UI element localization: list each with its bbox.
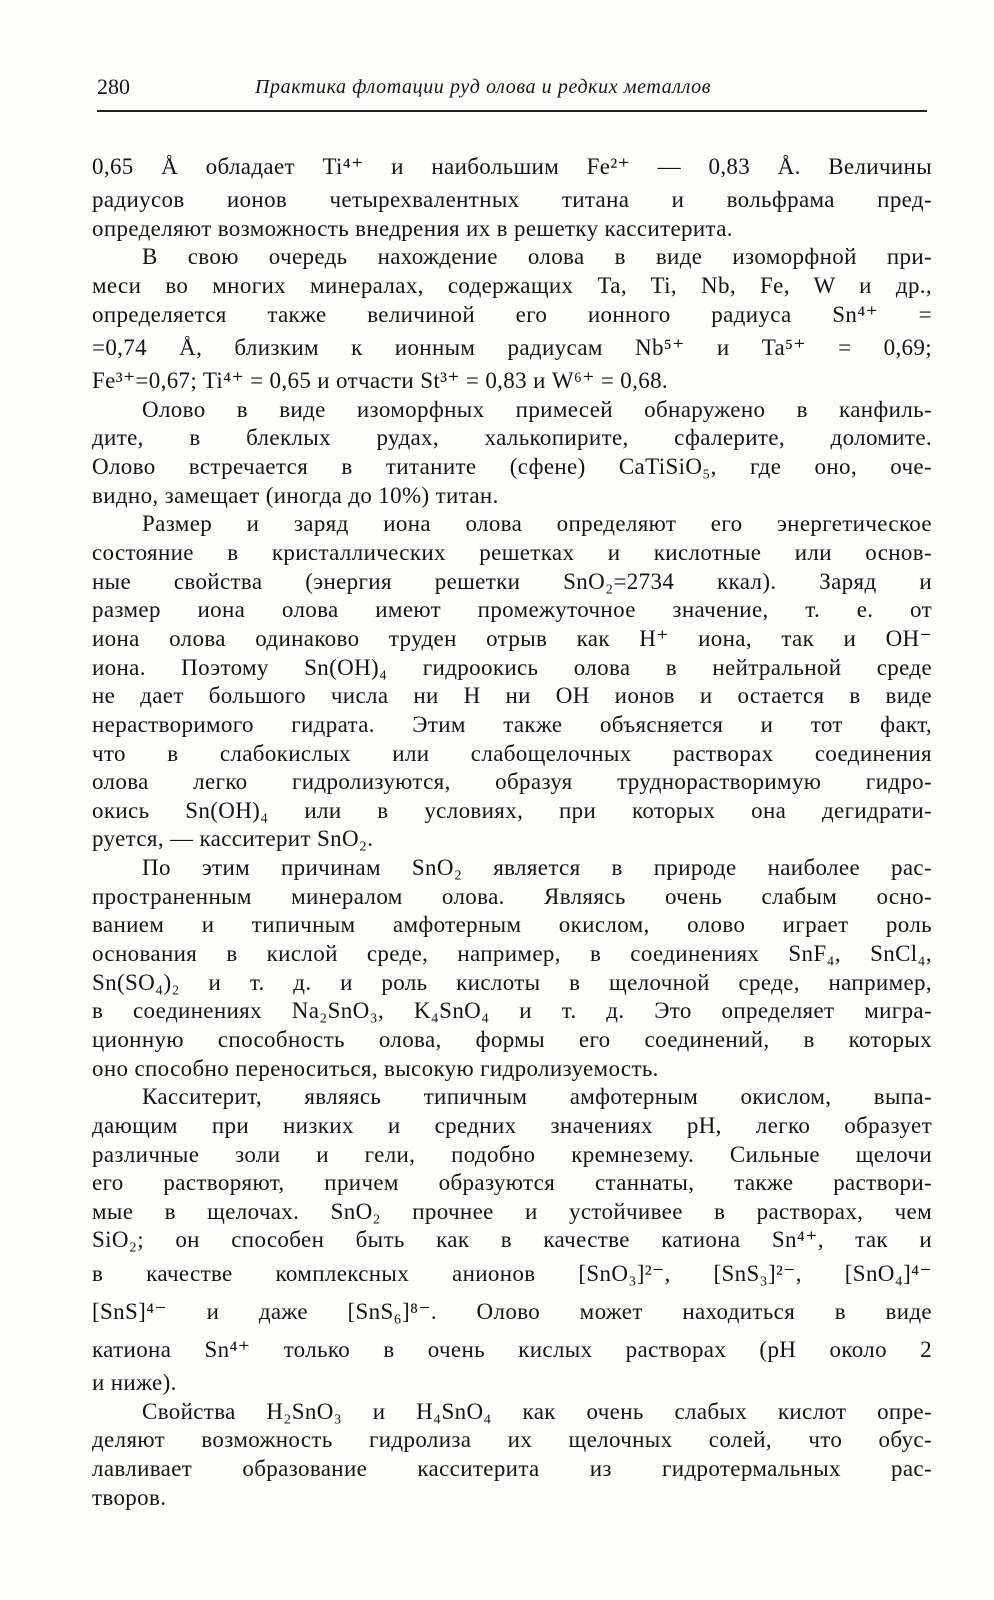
text-line: его растворяют, причем образуются станнаты, также раствори-	[92, 1170, 932, 1196]
text-line: катиона Sn⁴⁺ только в очень кислых растворах (pH около 2	[92, 1337, 932, 1363]
text-line: основания в кислой среде, например, в соединениях SnF₄, SnCl₄,	[92, 941, 932, 967]
paragraph-start-line: Свойства H₂SnO₃ и H₄SnO₄ как очень слабых кислот опре-	[142, 1398, 932, 1424]
text-line: [SnS]⁴⁻ и даже [SnS₆]⁸⁻. Олово может находиться в виде	[92, 1299, 932, 1325]
text-line: и ниже).	[92, 1370, 177, 1396]
paragraph-start-line: По этим причинам SnO₂ является в природе наиболее рас-	[142, 855, 932, 881]
text-line: дающим при низких и средних значениях pH, легко образует	[92, 1112, 932, 1138]
text-line: различные золи и гели, подобно кремнезему. Сильные щелочи	[92, 1141, 932, 1167]
text-line: окись Sn(OH)₄ или в условиях, при которых она дегидрати-	[92, 797, 932, 823]
text-line: не дает большого числа ни H ни OH ионов и остается в виде	[92, 683, 932, 709]
text-line: олова легко гидролизуются, образуя труднорастворимую гидро-	[92, 769, 932, 795]
page-header	[97, 70, 927, 112]
text-line: =0,74 Å, близким к ионным радиусам Nb⁵⁺ и Ta⁵⁺ = 0,69;	[92, 335, 932, 361]
text-line: ционную способность олова, формы его соединений, в которых	[92, 1026, 932, 1052]
text-line: Олово встречается в титаните (сфене) CaTiSiO₅, где оно, оче-	[92, 454, 932, 480]
paragraph-start-line: В свою очередь нахождение олова в виде изоморфной при-	[142, 244, 932, 270]
text-line: творов.	[92, 1484, 167, 1510]
text-line: мые в щелочах. SnO₂ прочнее и устойчивее в растворах, чем	[92, 1198, 932, 1224]
text-line: меси во многих минералах, содержащих Ta, Ti, Nb, Fe, W и др.,	[92, 272, 932, 298]
text-line: дите, в блеклых рудах, халькопирите, сфалерите, доломите.	[92, 425, 932, 451]
text-line: оно способно переноситься, высокую гидролизуемость.	[92, 1055, 659, 1081]
text-line: что в слабокислых или слабощелочных растворах соединения	[92, 740, 932, 766]
text-line: руется, — касситерит SnO₂.	[92, 826, 374, 852]
text-line: SiO₂; он способен быть как в качестве катиона Sn⁴⁺, так и	[92, 1227, 932, 1253]
text-line: в качестве комплексных анионов [SnO₃]²⁻, [SnS₃]²⁻, [SnO₄]⁴⁻	[92, 1261, 932, 1287]
text-line: в соединениях Na₂SnO₃, K₄SnO₄ и т. д. Это определяет мигра-	[92, 998, 932, 1024]
paragraph-start-line: Олово в виде изоморфных примесей обнаружено в канфиль-	[142, 396, 932, 422]
text-line: определяется также величиной его ионного радиуса Sn⁴⁺ =	[92, 301, 932, 327]
text-line: видно, замещает (иногда до 10%) титан.	[92, 482, 499, 508]
text-line: нерастворимого гидрата. Этим также объясняется и тот факт,	[92, 711, 932, 737]
text-line: иона олова одинаково труден отрыв как H⁺ иона, так и OH⁻	[92, 625, 932, 651]
page-number: 280	[97, 74, 130, 99]
text-line: радиусов ионов четырехвалентных титана и вольфрама пред-	[92, 187, 932, 212]
text-line: деляют возможность гидролиза их щелочных солей, что обус-	[92, 1427, 932, 1453]
text-line: лавливает образование касситерита из гидротермальных рас-	[92, 1455, 932, 1481]
text-line: Fe³⁺=0,67; Ti⁴⁺ = 0,65 и отчасти St³⁺ = 0,83 и W⁶⁺ = 0,68.	[92, 368, 669, 394]
text-line: размер иона олова имеют промежуточное значение, т. е. от	[92, 597, 932, 623]
body-text	[92, 148, 932, 1512]
text-line: ванием и типичным амфотерным окислом, олово играет роль	[92, 912, 932, 938]
text-line: пространенным минералом олова. Являясь очень слабым осно-	[92, 883, 932, 909]
text-line: иона. Поэтому Sn(OH)₄ гидроокись олова в нейтральной среде	[92, 654, 932, 680]
text-line: Sn(SO₄)₂ и т. д. и роль кислоты в щелочной среде, например,	[92, 969, 932, 995]
paragraph-start-line: Касситерит, являясь типичным амфотерным окислом, выпа-	[142, 1084, 932, 1110]
paragraph-start-line: Размер и заряд иона олова определяют его энергетическое	[142, 511, 932, 537]
text-line: ные свойства (энергия решетки SnO₂=2734 ккал). Заряд и	[92, 568, 932, 594]
text-line: состояние в кристаллических решетках и кислотные или основ-	[92, 540, 932, 566]
text-line: определяют возможность внедрения их в решетку касситерита.	[92, 215, 733, 241]
text-line: 0,65 Å обладает Ti⁴⁺ и наибольшим Fe²⁺ — 0,83 Å. Величины	[92, 154, 932, 179]
running-title: Практика флотации руд олова и редких металлов	[255, 76, 712, 98]
